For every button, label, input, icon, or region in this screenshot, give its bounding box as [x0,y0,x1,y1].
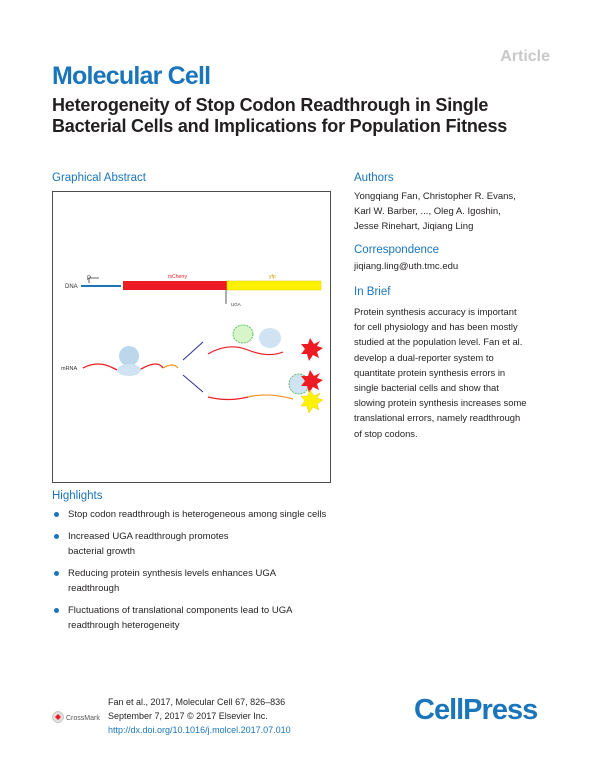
in-brief-line: single bacterial cells and show that [354,382,499,394]
in-brief-line: translational errors, namely readthrough [354,412,521,424]
doi-link[interactable]: http://dx.doi.org/10.1016/j.molcel.2017.07.010 [108,725,291,735]
bullet-icon [54,571,59,576]
highlights-list [52,507,382,640]
authors-line: Jesse Rinehart, Jiqiang Ling [354,221,474,232]
authors-line: Karl W. Barber, ..., Oleg A. Igoshin, [354,206,501,217]
paper-title: Heterogeneity of Stop Codon Readthrough in Single Bacterial Cells and Implications for Population Fitness [52,95,508,136]
citation-date: September 7, 2017 © 2017 Elsevier Inc. [108,711,268,721]
bullet-icon [54,512,59,517]
crossmark-label: CrossMark [66,715,100,722]
citation-line: Fan et al., 2017, Molecular Cell 67, 826–836 [108,697,286,707]
dna-label: DNA [65,284,78,290]
graphical-abstract-figure [52,191,331,483]
in-brief-line: for cell physiology and has been mostly [354,321,518,333]
highlight-item: Reducing protein synthesis levels enhances UGA readthrough [52,566,382,596]
cellpress-logo: CellPress [414,694,538,726]
in-brief-line: Protein synthesis accuracy is important [354,306,517,317]
in-brief-line: slowing protein synthesis increases some [354,397,527,409]
mrna-tail [163,365,178,368]
highlight-item: Fluctuations of translational components lead to UGA readthrough heterogeneity [52,603,382,633]
uga-site-label: UGA [231,302,241,307]
mcherry-label: mCherry [168,274,188,280]
promoter-label: P [87,276,92,282]
ribosome-small-subunit [117,364,141,376]
pathway-arrow-down [183,375,203,392]
pathway-arrow-up [183,342,203,360]
in-brief-line: studied at the population level. Fan et al. [354,336,523,348]
readthrough-mrna-up [208,347,283,355]
ribosome-up-icon [259,328,281,348]
mcherry-gene-bar [123,281,227,290]
authors-heading: Authors [354,172,394,184]
crossmark-logo[interactable] [52,710,100,729]
mrna-label: mRNA [61,366,78,372]
red-signal-burst [301,338,323,361]
ribosome-large-subunit [119,346,139,366]
authors-list [354,189,554,234]
graphical-abstract-diagram [53,192,332,484]
correspondence-email[interactable]: jiqiang.ling@uth.tmc.edu [354,261,459,272]
citation-block [108,695,291,737]
release-factor-icon [233,325,253,343]
journal-name: Molecular Cell [52,62,211,90]
highlights-heading: Highlights [52,490,103,502]
correspondence-heading: Correspondence [354,244,440,256]
crossmark-icon [52,710,100,724]
in-brief-line: quantitate protein synthesis errors in [354,366,506,378]
in-brief-line: develop a dual-reporter system to [354,351,494,363]
article-type-label: Article [500,48,550,65]
highlight-item: Stop codon readthrough is heterogeneous among single cells [52,507,382,522]
highlight-item: Increased UGA readthrough promotes bacterial growth [52,529,382,559]
yfp-gene-bar [227,281,321,290]
bullet-icon [54,534,59,539]
authors-line: Yongqiang Fan, Christopher R. Evans, [354,191,516,202]
in-brief-line: of stop codons. [354,427,418,439]
in-brief-heading: In Brief [354,286,391,298]
readthrough-mrna-down-red [208,397,248,400]
readthrough-mrna-down-yellow [248,395,293,399]
graphical-abstract-heading: Graphical Abstract [52,172,146,184]
in-brief-text [354,304,554,441]
bullet-icon [54,608,59,613]
yellow-signal-burst [301,390,323,413]
yfp-label: yfp [269,274,276,280]
